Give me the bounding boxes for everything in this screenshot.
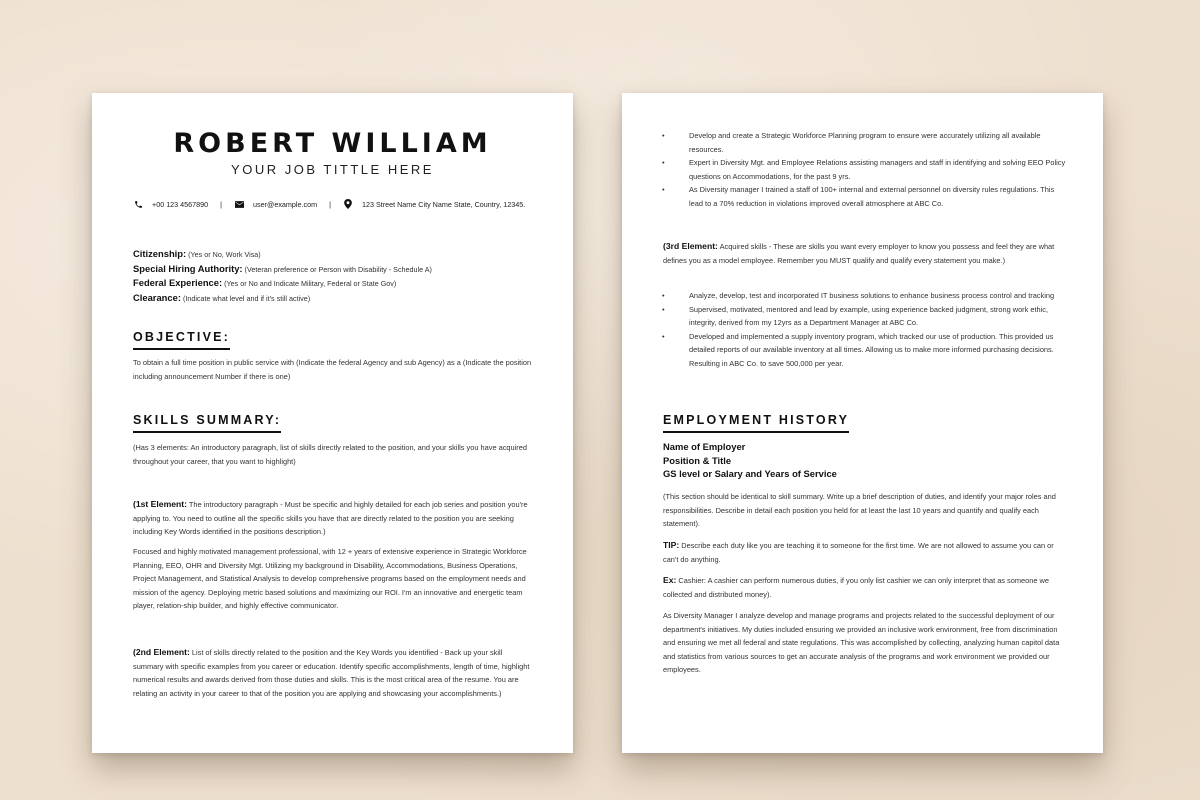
skills-summary-heading: SKILLS SUMMARY: — [133, 413, 281, 433]
federal-experience-line: Federal Experience: (Yes or No and Indicate Military, Federal or State Gov) — [133, 277, 397, 289]
employment-history-heading: EMPLOYMENT HISTORY — [663, 413, 849, 433]
objective-heading: OBJECTIVE: — [133, 330, 230, 350]
resume-page-2 — [622, 93, 1103, 753]
eligibility-info — [133, 247, 533, 305]
skills-intro: (Has 3 elements: An introductory paragraph, list of skills directly related to the position, and your skills you have acquired throughout your career, that you want to highlight) — [133, 443, 527, 466]
separator: | — [220, 199, 223, 209]
acquired-skills-list — [662, 289, 1067, 371]
objective-text: To obtain a full time position in public service with (Indicate the federal Agency and sub Agency) as a (Indicate the position including announcement Number if there is one) — [133, 358, 532, 381]
list-item: • Supervised, motivated, mentored and lead by example, using experience backed judgment, strong work ethic, integrity, derived from my 12yrs as a Department Manager at ABC Co. — [662, 303, 1067, 330]
gs-level: GS level or Salary and Years of Service — [663, 468, 837, 480]
resume-page-1 — [92, 93, 573, 753]
closing-paragraph: As Diversity Manager I analyze develop and manage programs and projects related to the successful deployment of our department's initiatives. My duties included ensuring we provided an inclusive work environment, free from discrimination and ensuring we met all federal and state regulations. This was accomplished by collecting, analyzing human capitol data and statistics from various sources to get an accurate analysis of the programs and work environment we provided our employees. — [663, 611, 1060, 675]
email-address: user@example.com — [253, 199, 318, 209]
separator: | — [329, 199, 331, 209]
citizenship-line: Citizenship: (Yes or No, Work Visa) — [133, 248, 261, 259]
summary-paragraph: Focused and highly motivated management professional, with 12 + years of extensive experience in Strategic Workforce Planning, EEO, OHR and Diversity Mgt. Utilizing my background in Disability, Accommodations, Business Operations, Project Management, and Statistical Analysis to develop comprehensive programs based on the employment needs and mission of the agency. Deploying metric based solutions and maximizing our ROI. I'm an innovative and energetic team player, relation-ship builder, and highly effective communicator. — [133, 547, 527, 611]
map-pin-icon — [343, 199, 353, 209]
list-item: • Analyze, develop, test and incorporated IT business solutions to enhance business process control and tracking — [662, 289, 1067, 303]
list-item: • Developed and implemented a supply inventory program, which tracked our use of production. This provided us detailed reports of our available inventory at all times. Allowing us to make more informed purchasing decisions. Resulting in ABC Co. to save 500,000 per year. — [662, 330, 1067, 371]
second-element-paragraph: (2nd Element: List of skills directly related to the position and the Key Words you identified - Back up your skill summary with specific examples from you career or education. Identify specific accomplishments, length of time, highlight numerical results and awards derived from those duties and skills. This is the most critical area of the resume. You are relating an activity in your career to that of the position you are applying and showcasing your accomplishments.) — [133, 647, 530, 698]
first-element-paragraph: (1st Element: The introductory paragraph - Must be specific and highly detailed for each job series and position you're applying to. You need to outline all the specific skills you have that are directly related to the position you are seeking including Key Words identified in the positions description.) — [133, 499, 528, 537]
employer-block — [663, 440, 837, 481]
list-item: • As Diversity manager I trained a staff of 100+ internal and external personnel on diversity rules regulations. This lead to a 70% reduction in violations improved overall atmosphere at ABC Co. — [662, 183, 1067, 210]
third-element-paragraph: (3rd Element: Acquired skills - These are skills you want every employer to know you possess and feel they are what defines you as a model employee. Remember you MUST qualify and qualify every statement you make.) — [663, 241, 1055, 265]
position-title: Position & Title — [663, 454, 732, 466]
job-title: YOUR JOB TITTLE HERE — [231, 162, 434, 177]
tip-paragraph: TIP: Describe each duty like you are teaching it to someone for the first time. We are not allowed to assume you can or can't do anything. — [663, 540, 1054, 564]
clearance-line: Clearance: (Indicate what level and if it's still active) — [133, 291, 311, 303]
phone-number: +00 123 4567890 — [152, 199, 209, 209]
phone-icon — [133, 199, 143, 209]
hiring-authority-line: Special Hiring Authority: (Veteran preference or Person with Disability - Schedule A) — [133, 262, 432, 274]
employment-description: (This section should be identical to skill summary. Write up a brief description of duties, and identify your major roles and responsibilities. Describe in detail each position you held for at least the last 10 years and quantify and qualify each statement). — [663, 492, 1056, 529]
skills-bullet-list — [662, 129, 1067, 211]
list-item: • Expert in Diversity Mgt. and Employee Relations assisting managers and staff in identifying and solving EEO Policy questions on Accommodations, for the past 9 yrs. — [662, 156, 1067, 183]
resume-name: ROBERT WILLIAM — [173, 128, 492, 159]
street-address: 123 Street Name City Name State, Country, 12345. — [361, 199, 526, 209]
employer-name: Name of Employer — [663, 441, 746, 452]
list-item: • Develop and create a Strategic Workforce Planning program to ensure were accurately utilizing all available resources. — [662, 129, 1067, 156]
example-paragraph: Ex: Cashier: A cashier can perform numerous duties, if you only list cashier we can only interpret that as someone we collected and distributed money). — [663, 575, 1049, 599]
contact-bar — [133, 199, 525, 209]
envelope-icon — [234, 199, 244, 209]
